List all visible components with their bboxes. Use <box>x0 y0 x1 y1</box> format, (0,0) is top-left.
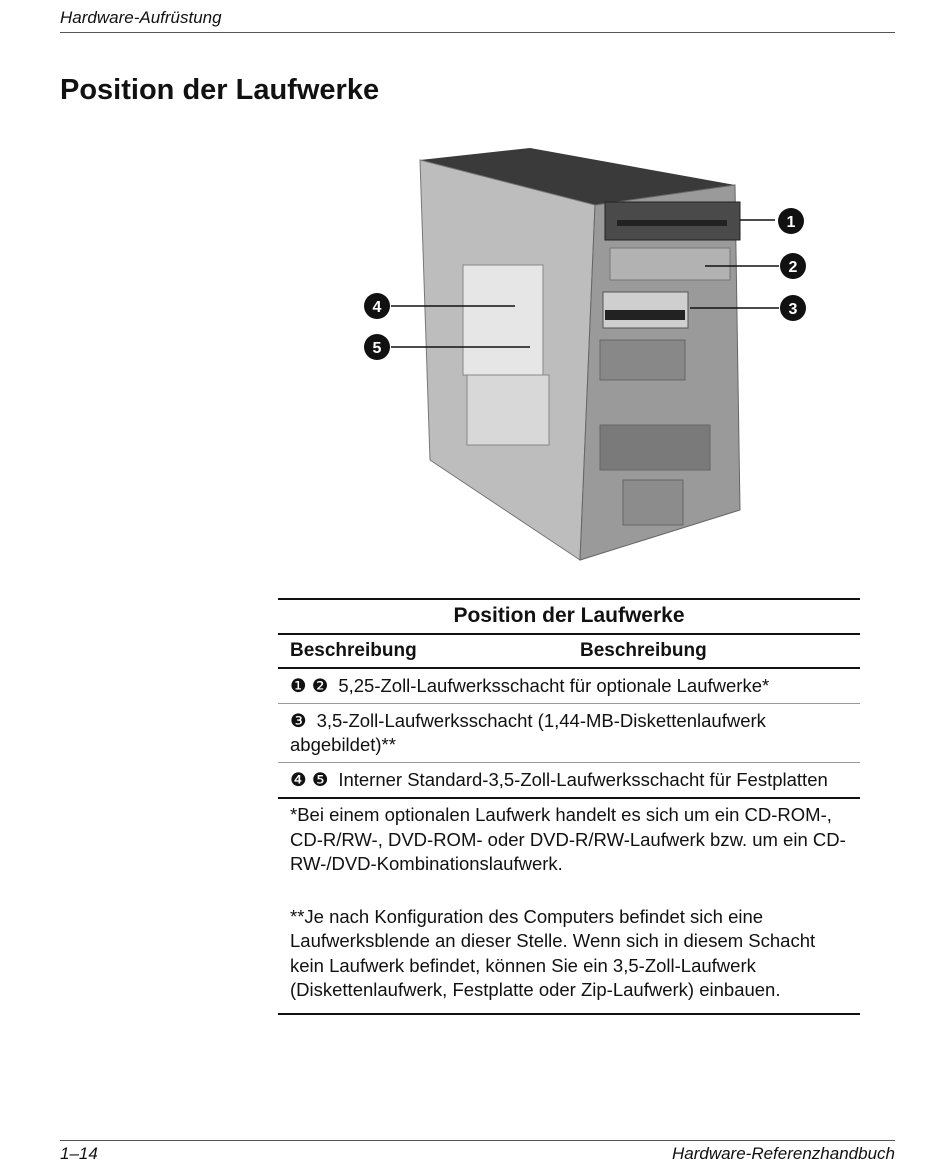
table-footnotes <box>278 799 860 1015</box>
footer-rule <box>60 1140 895 1141</box>
footer-book-title: Hardware-Referenzhandbuch <box>671 1144 895 1163</box>
callout-2-label: 2 <box>788 259 798 276</box>
optical-drive-tray <box>617 220 727 226</box>
table-row <box>278 763 860 799</box>
computer-chassis-illustration <box>355 140 845 570</box>
table-row <box>278 704 860 763</box>
callout-5 <box>364 334 390 360</box>
internal-drive-bay-lower <box>467 375 549 445</box>
row-description: 3,5-Zoll-Laufwerksschacht (1,44-MB-Diskettenlaufwerk abgebildet)** <box>290 710 766 755</box>
front-vent-upper <box>600 340 685 380</box>
internal-drive-cage <box>463 265 543 375</box>
callout-4-label: 4 <box>372 299 382 316</box>
table-caption: Position der Laufwerke <box>278 598 860 635</box>
callout-5-label: 5 <box>372 340 382 357</box>
callout-1 <box>778 208 804 234</box>
callout-3 <box>780 295 806 321</box>
front-vent-middle <box>600 425 710 470</box>
callout-marks: ❸ <box>290 710 307 731</box>
page-number: 1–14 <box>60 1144 98 1163</box>
floppy-drive-slot <box>605 310 685 320</box>
footnote-drive-blank: **Je nach Konfiguration des Computers befindet sich eine Laufwerksblende an dieser Stelle. Wenn sich in diesem Schacht kein Laufwerk befindet, können Sie ein 3,5-Zoll-Laufwerk (Diskettenlaufwerk, Festplatte oder Zip-Laufwerk) einbauen. <box>290 905 816 1000</box>
row-description: Interner Standard-3,5-Zoll-Laufwerksschacht für Festplatten <box>338 769 828 790</box>
header-rule <box>60 32 895 33</box>
five-inch-bay <box>610 248 730 280</box>
callout-3-label: 3 <box>788 301 798 318</box>
table-header-col1: Beschreibung <box>290 640 417 661</box>
callout-marks: ❹ ❺ <box>290 769 329 790</box>
callout-4 <box>364 293 390 319</box>
page-title: Position der Laufwerke <box>60 74 380 106</box>
drive-positions-table <box>278 598 860 1015</box>
table-row <box>278 669 860 704</box>
table-header-row <box>278 635 860 669</box>
drive-positions-figure <box>355 140 845 570</box>
running-header: Hardware-Aufrüstung <box>60 8 222 27</box>
callout-1-label: 1 <box>786 214 796 231</box>
front-vent-lower <box>623 480 683 525</box>
callout-2 <box>780 253 806 279</box>
table-header-col2: Beschreibung <box>580 640 707 661</box>
callout-marks: ❶ ❷ <box>290 675 329 696</box>
row-description: 5,25-Zoll-Laufwerksschacht für optionale Laufwerke* <box>338 675 770 696</box>
footnote-optional-drive: *Bei einem optionalen Laufwerk handelt es sich um ein CD-ROM-, CD-R/RW-, DVD-ROM- oder DVD-R/RW-Laufwerk bzw. um ein CD-RW-/DVD-Kombinationslaufwerk. <box>290 804 846 874</box>
